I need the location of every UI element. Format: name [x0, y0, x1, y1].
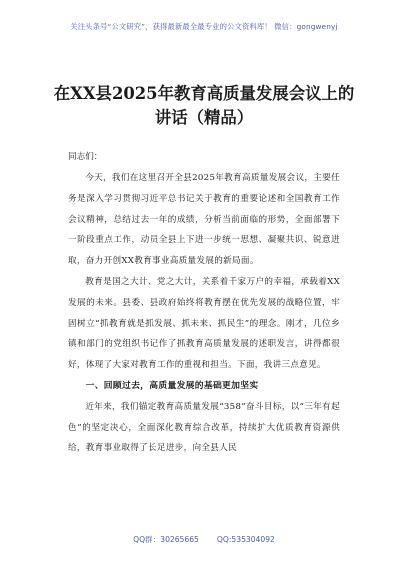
document-body [68, 168, 340, 459]
footer-contact [0, 534, 408, 545]
body-paragraph: 教育是国之大计、党之大计，关系着千家万户的幸福，承载着XX发展的未来。县委、县政府始终将教育摆在优先发展的战略位置，牢固树立“抓教育就是抓发展、抓未来、抓民生”的理念。刚才，几位乡镇和部门的党组织书记作了抓教育高质量发展的述职发言，讲得都很好，体现了大家对教育工作的重视和担当。下面，我讲三点意见。 [68, 276, 340, 371]
footer-qq: QQ:535304092 [216, 535, 275, 544]
body-paragraph: 今天，我们在这里召开全县2025年教育高质量发展会议，主要任务是深入学习贯彻习近平总书记关于教育的重要论述和全国教育工作会议精神，总结过去一年的成绩，分析当前面临的形势，全面部署下一阶段重点工作，动员全县上下进一步统一思想、凝聚共识、锐意进取，奋力开创XX教育事业高质量发展的新局面。 [68, 173, 340, 267]
section-heading: 一、回顾过去，高质量发展的基础更加坚实 [85, 380, 259, 391]
document-title-line-1: 在XX县2025年教育高质量发展会议上的 [53, 84, 355, 103]
salutation: 同志们： [68, 152, 103, 162]
header-promo-note: 关注头条号“公文研究”，获得最新最全最专业的公文资料库！ 微信：gongwenyj [70, 22, 338, 31]
footer-qq-group: QQ群：30265665 [133, 535, 199, 544]
body-paragraph: 近年来，我们锚定教育高质量发展“358”奋斗目标，以“三年有起色”的坚定决心，全面深化教育综合改革，持续扩大优质教育资源供给，教育事业取得了长足进步，向全县人民 [68, 401, 340, 454]
document-title-line-2: 讲话（精品） [154, 108, 254, 127]
